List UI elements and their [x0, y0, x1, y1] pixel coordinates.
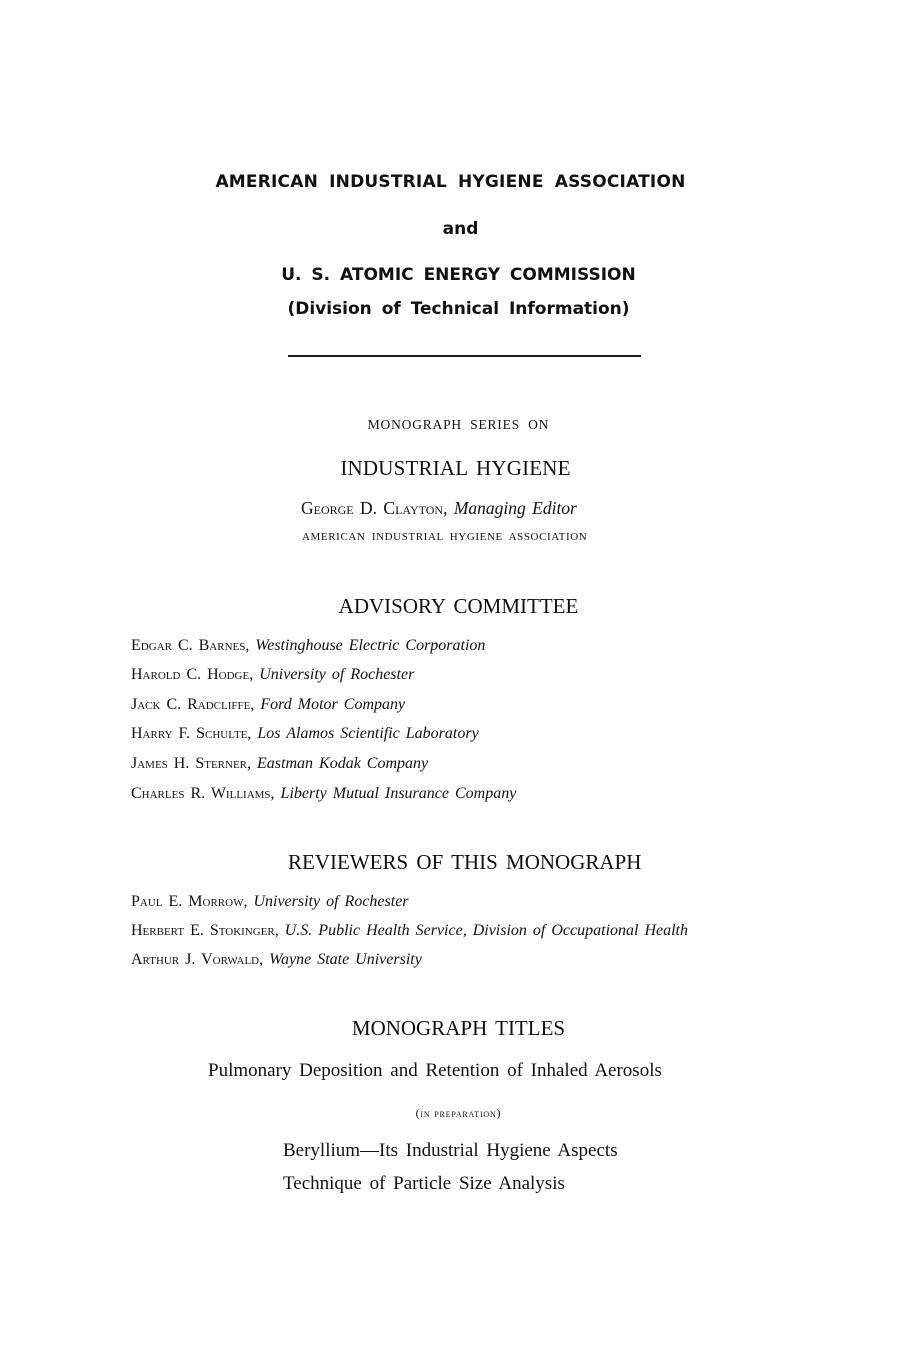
- advisory-member: Harry F. Schulte, Los Alamos Scientific Laboratory: [131, 725, 479, 742]
- in-preparation-label: (in preparation): [415, 1106, 502, 1120]
- series-label: MONOGRAPH SERIES ON: [367, 417, 550, 432]
- advisory-member: Jack C. Radcliffe, Ford Motor Company: [131, 696, 406, 713]
- division-subtitle: (Division of Technical Information): [287, 299, 630, 319]
- monograph-title: Pulmonary Deposition and Retention of Inhaled Aerosols: [208, 1060, 662, 1081]
- advisory-committee-heading: ADVISORY COMMITTEE: [338, 594, 579, 618]
- series-title: INDUSTRIAL HYGIENE: [340, 456, 571, 480]
- conjunction-and: and: [442, 219, 479, 239]
- monograph-titles-heading: MONOGRAPH TITLES: [351, 1016, 566, 1040]
- organization-title: AMERICAN INDUSTRIAL HYGIENE ASSOCIATION: [215, 172, 686, 192]
- commission-title: U. S. ATOMIC ENERGY COMMISSION: [281, 265, 636, 285]
- reviewer: Herbert E. Stokinger, U.S. Public Health Service, Division of Occupational Health: [131, 922, 688, 939]
- monograph-title-in-preparation: Technique of Particle Size Analysis: [283, 1173, 565, 1194]
- advisory-member: Harold C. Hodge, University of Rochester: [131, 666, 415, 683]
- editor-role: Managing Editor: [453, 498, 577, 518]
- advisory-member: James H. Sterner, Eastman Kodak Company: [131, 755, 429, 772]
- advisory-member: Edgar C. Barnes, Westinghouse Electric Corporation: [131, 637, 486, 654]
- reviewer: Paul E. Morrow, University of Rochester: [131, 893, 409, 910]
- advisory-member: Charles R. Williams, Liberty Mutual Insurance Company: [131, 785, 517, 802]
- editor-name: George D. Clayton: [301, 498, 444, 518]
- reviewers-heading: REVIEWERS OF THIS MONOGRAPH: [288, 850, 642, 874]
- monograph-title-in-preparation: Beryllium—Its Industrial Hygiene Aspects: [283, 1140, 618, 1161]
- managing-editor: George D. Clayton, Managing Editor: [301, 498, 577, 518]
- editor-organization: AMERICAN INDUSTRIAL HYGIENE ASSOCIATION: [302, 531, 588, 543]
- horizontal-rule: [288, 355, 641, 357]
- reviewer: Arthur J. Vorwald, Wayne State University: [131, 951, 422, 968]
